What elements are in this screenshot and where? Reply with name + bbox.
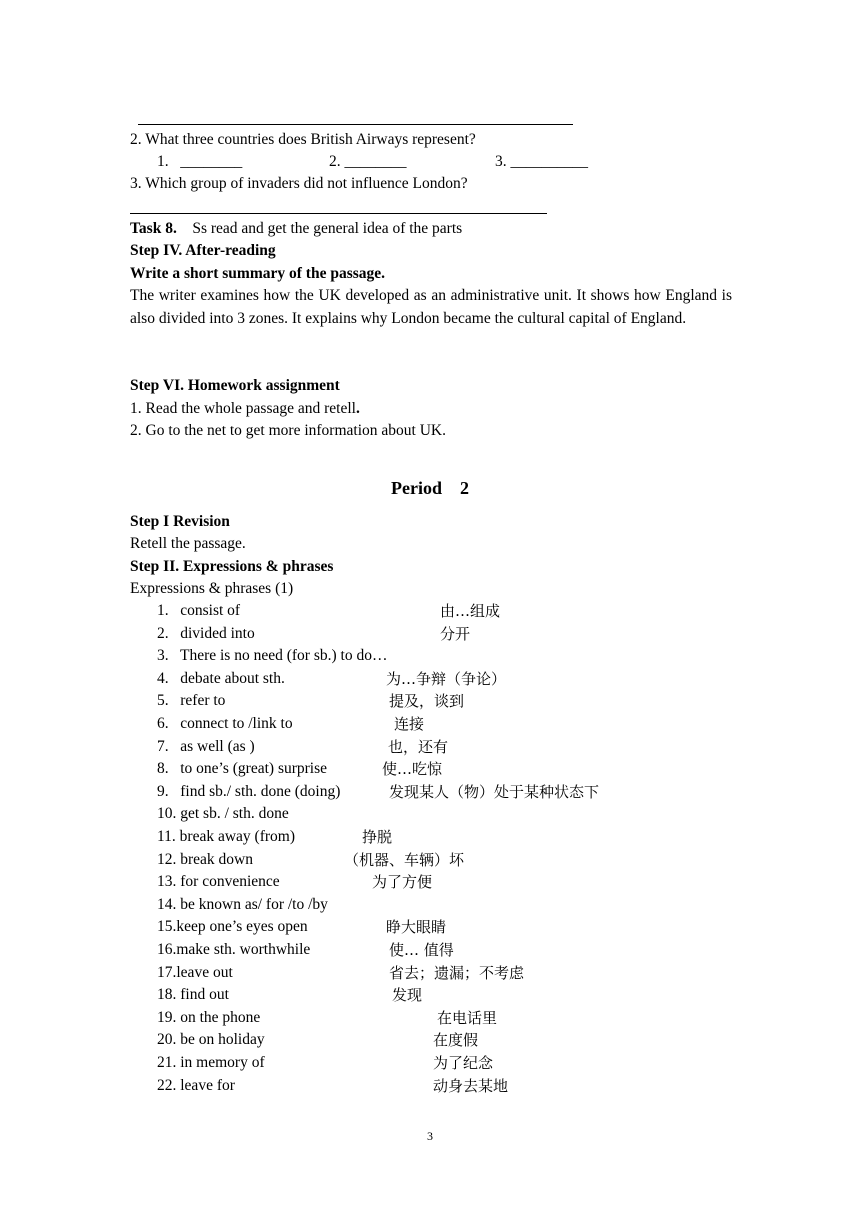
phrase-en: 18. find out [157,986,229,1004]
answer-line-q3 [130,213,547,214]
phrase-en: 5. refer to [157,692,226,710]
phrase-en: 12. break down [157,850,253,868]
phrase-zh: 省去；遗漏；不考虑 [389,963,525,982]
step-2-heading: Step II. Expressions & phrases [130,558,334,575]
step-4-subheading: Write a short summary of the passage. [130,265,386,282]
phrase-zh: 也，还有 [388,737,449,756]
phrase-en: 16.make sth. worthwhile [157,941,311,958]
phrase-zh: 为了纪念 [433,1054,494,1072]
homework-item-2: 2. Go to the net to get more information about UK. [130,422,446,439]
phrase-zh: 使… 值得 [389,941,454,959]
phrase-en: 14. be known as/ for /to /by [157,895,328,913]
page-number: 3 [427,1129,433,1143]
step-1-heading: Step I Revision [130,513,230,530]
answer-line-q1 [138,124,573,125]
homework-item-1 [130,399,360,419]
phrase-zh: 挣脱 [362,828,393,846]
phrase-zh: 为…争辩（争论） [386,669,507,688]
phrase-en: 20. be on holiday [157,1031,265,1049]
summary-paragraph: The writer examines how the UK developed as an administrative unit. It shows how England is also divided into 3 zones. It explains why London became the cultural capital of England. [130,287,732,327]
answer-blank-3: 3. __________ [495,153,588,170]
period-title: Period 2 [391,478,469,498]
phrase-en: 7. as well (as ) [157,737,255,755]
phrase-en: 4. debate about sth. [157,669,285,687]
phrase-zh: 在度假 [433,1031,479,1050]
step-1-text: Retell the passage. [130,535,246,552]
homework-item-1-text: 1. Read the whole passage and retell [130,400,356,417]
homework-item-1-end: . [355,400,360,417]
phrase-zh: 动身去某地 [433,1076,509,1095]
phrase-en: 22. leave for [157,1076,235,1094]
phrase-en: 8. to one’s (great) surprise [157,760,328,778]
answer-blank-1: 1. ________ [157,153,243,170]
phrase-zh: 由…组成 [440,602,501,620]
phrase-en: 15.keep one’s eyes open [157,918,308,936]
phrase-en: 21. in memory of [157,1054,265,1071]
phrase-en: 1. consist of [157,602,241,619]
question-2: 2. What three countries does British Airways represent? [130,131,476,148]
phrase-zh: 为了方便 [372,873,433,892]
phrase-en: 6. connect to /link to [157,715,293,732]
step-4-heading: Step IV. After-reading [130,242,276,259]
phrase-zh: 分开 [440,624,471,643]
phrase-en: 19. on the phone [157,1008,261,1026]
phrase-en: 10. get sb. / sth. done [157,805,289,823]
phrase-zh: 提及，谈到 [389,692,465,711]
phrase-zh: 发现某人（物）处于某种状态下 [389,782,600,801]
phrase-en: 11. break away (from) [157,828,296,845]
phrase-zh: 连接 [394,715,425,733]
phrase-zh: 发现 [392,986,423,1005]
task-8-label: Task 8. [130,220,177,237]
phrase-en: 3. There is no need (for sb.) to do… [157,647,388,665]
step-2-sub: Expressions & phrases (1) [130,580,294,597]
phrase-zh: 睁大眼睛 [386,918,447,937]
phrase-zh: 在电话里 [437,1008,498,1027]
phrase-en: 2. divided into [157,624,255,642]
phrase-en: 9. find sb./ sth. done (doing) [157,782,341,800]
question-3: 3. Which group of invaders did not influence London? [130,175,468,192]
phrase-en: 13. for convenience [157,873,280,891]
phrase-zh: 使…吃惊 [382,760,443,779]
step-6-heading: Step VI. Homework assignment [130,377,340,394]
phrase-zh: （机器、车辆）坏 [344,850,465,869]
answer-blank-2: 2. ________ [329,153,407,170]
task-8-text: Ss read and get the general idea of the parts [176,220,463,237]
task-8 [130,219,462,239]
phrase-en: 17.leave out [157,963,233,981]
